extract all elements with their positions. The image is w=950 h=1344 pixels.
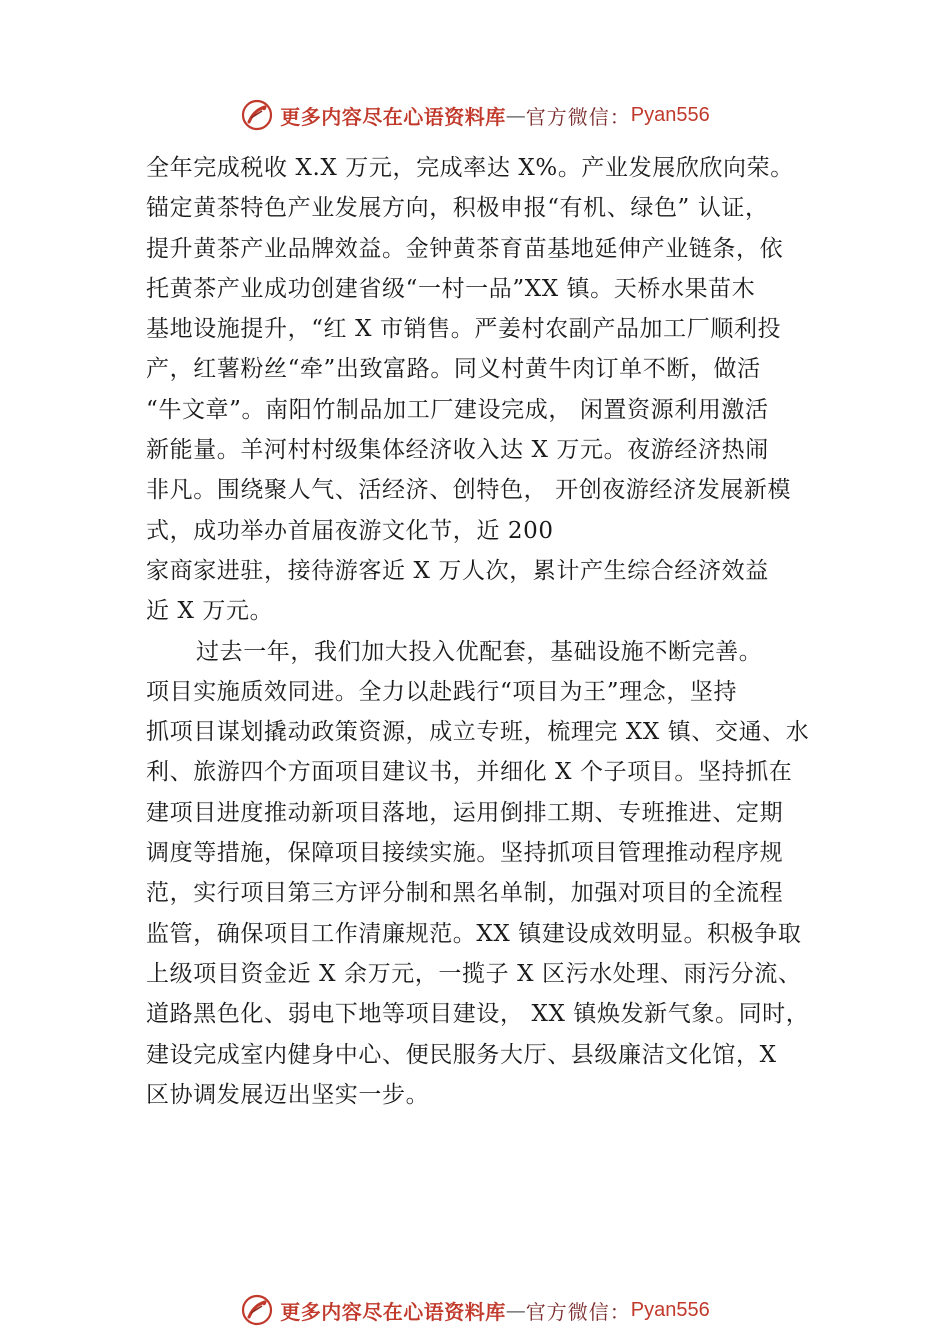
text-line: 提升黄茶产业品牌效益。金钟黄茶育苗基地延伸产业链条，依 <box>146 235 784 262</box>
text-line: 非凡。围绕聚人气、活经济、创特色， 开创夜游经济发展新模 <box>146 477 792 504</box>
document-body <box>146 148 846 1115</box>
header-banner <box>0 95 950 135</box>
text-line: 基地设施提升，“红 X 市销售。严姜村农副产品加工厂顺利投 <box>146 316 782 343</box>
header-separator: — <box>505 103 526 127</box>
text-line: 全年完成税收 X.X 万元，完成率达 X%。产业发展欣欣向荣。 <box>146 155 794 181</box>
red-brush-logo-icon <box>240 98 274 132</box>
header-wechat-label: 官方微信： <box>525 104 631 129</box>
text-line: 抓项目谋划撬动政策资源，成立专班，梳理完 XX 镇、交通、水 <box>146 719 810 746</box>
header-brand-text: 更多内容尽在心语资料库 <box>280 104 506 129</box>
text-line: 利、旅游四个方面项目建议书，并细化 X 个子项目。坚持抓在 <box>146 759 793 786</box>
text-line: 建项目进度推动新项目落地，运用倒排工期、专班推进、定期 <box>146 799 784 826</box>
text-line: 上级项目资金近 X 余万元，一揽子 X 区污水处理、雨污分流、 <box>146 960 802 987</box>
header-wechat-id: Pyan556 <box>630 103 710 126</box>
red-brush-logo-icon <box>240 1293 274 1327</box>
footer-brand-text: 更多内容尽在心语资料库 <box>280 1299 506 1324</box>
text-line: 近 X 万元。 <box>146 598 274 625</box>
footer-wechat-id: Pyan556 <box>630 1298 710 1321</box>
text-line: 式，成功举办首届夜游文化节，近 200 <box>146 517 554 544</box>
text-line: 调度等措施，保障项目接续实施。坚持抓项目管理推动程序规 <box>146 840 784 867</box>
text-line: 区协调发展迈出坚实一步。 <box>146 1081 430 1108</box>
text-line: 锚定黄茶特色产业发展方向，积极申报“有机、绿色” 认证， <box>146 195 769 222</box>
text-line: 建设完成室内健身中心、便民服务大厅、县级廉洁文化馆，X <box>146 1041 777 1068</box>
footer-wechat-label: 官方微信： <box>525 1299 631 1324</box>
text-line: 托黄茶产业成功创建省级“一村一品”XX 镇。天桥水果苗木 <box>146 275 756 302</box>
text-line: “牛文章”。南阳竹制品加工厂建设完成， 闲置资源利用激活 <box>146 396 769 423</box>
text-line: 范，实行项目第三方评分制和黑名单制，加强对项目的全流程 <box>146 880 784 907</box>
text-line: 项目实施质效同进。全力以赴践行“项目为王”理念，坚持 <box>146 678 738 705</box>
text-line: 道路黑色化、弱电下地等项目建设， XX 镇焕发新气象。同时， <box>146 1001 810 1028</box>
footer-banner <box>0 1290 950 1330</box>
text-line: 新能量。羊河村村级集体经济收入达 X 万元。夜游经济热闹 <box>146 437 769 464</box>
text-line: 监管，确保项目工作清廉规范。XX 镇建设成效明显。积极争取 <box>146 920 802 947</box>
paragraph-start-line: 过去一年，我们加大投入优配套，基础设施不断完善。 <box>196 638 763 665</box>
footer-separator: — <box>505 1298 526 1322</box>
text-line: 家商家进驻，接待游客近 X 万人次，累计产生综合经济效益 <box>146 557 769 584</box>
text-line: 产，红薯粉丝“牵”出致富路。同义村黄牛肉订单不断，做活 <box>146 356 761 383</box>
